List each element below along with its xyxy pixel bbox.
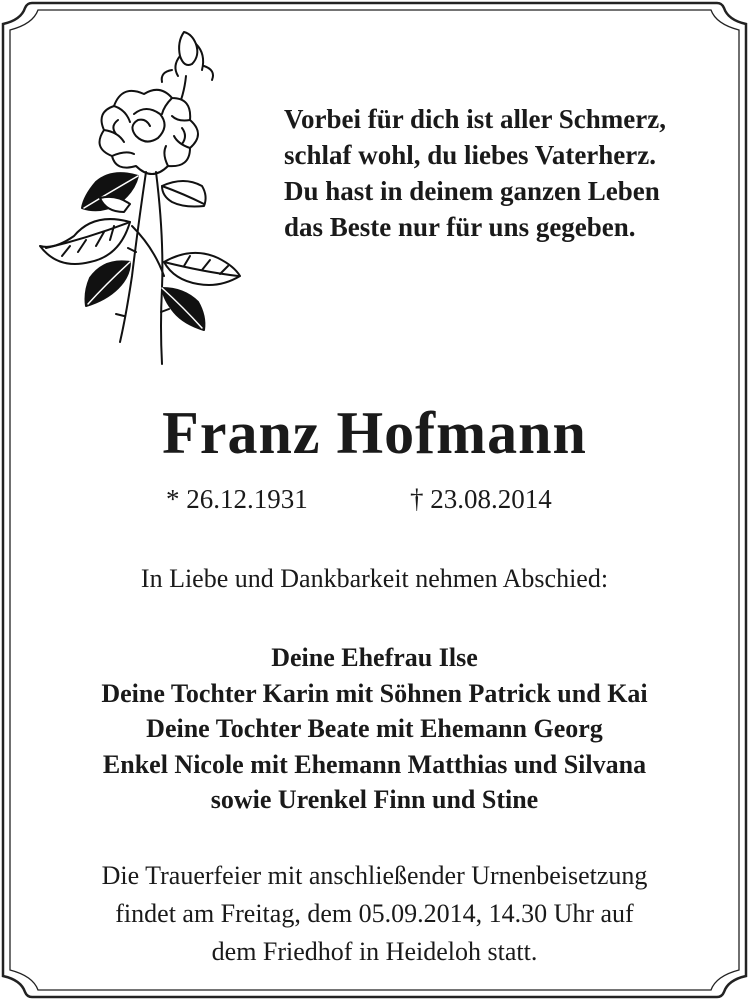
poem-line: Vorbei für dich ist aller Schmerz, <box>284 104 666 134</box>
mourner-line: sowie Urenkel Finn und Stine <box>210 785 539 814</box>
mourner-line: Deine Tochter Karin mit Söhnen Patrick und Kai <box>101 678 648 708</box>
deceased-name: Franz Hofmann <box>162 400 587 466</box>
mourner-line: Enkel Nicole mit Ehemann Matthias und Silvana <box>102 749 647 779</box>
mourner-line: Deine Tochter Beate mit Ehemann Georg <box>146 714 603 743</box>
mourners-list <box>0 640 749 818</box>
birth-date: * 26.12.1931 <box>166 484 308 514</box>
mourner-line: Deine Ehefrau Ilse <box>271 643 478 672</box>
poem-line: Du hast in deinem ganzen Leben <box>284 176 660 206</box>
funeral-service-info <box>0 857 749 971</box>
poem-line: das Beste nur für uns gegeben. <box>284 212 636 242</box>
poem-line: schlaf wohl, du liebes Vaterherz. <box>284 140 657 170</box>
death-date: † 23.08.2014 <box>410 484 552 514</box>
service-line: Die Trauerfeier mit anschließender Urnenbeisetzung <box>101 861 648 890</box>
service-line: findet am Freitag, dem 05.09.2014, 14.30 Uhr auf <box>115 899 634 928</box>
service-line: dem Friedhof in Heideloh statt. <box>211 937 538 966</box>
farewell-intro: In Liebe und Dankbarkeit nehmen Abschied: <box>140 564 609 593</box>
memorial-poem <box>284 101 734 245</box>
rose-icon <box>34 26 244 371</box>
